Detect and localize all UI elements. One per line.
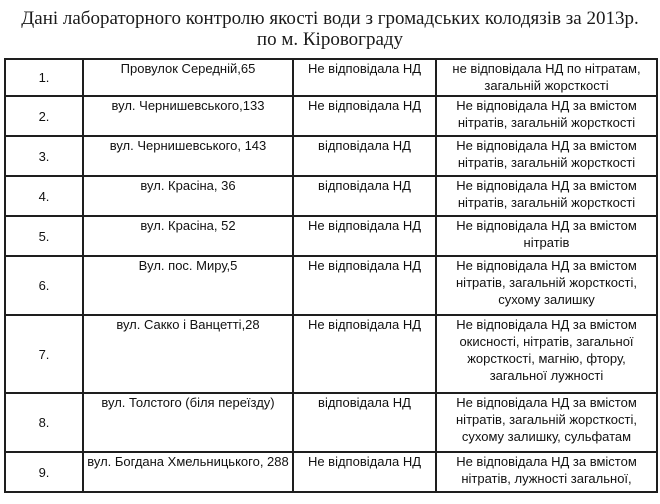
row-number: 9. [5, 452, 83, 492]
row-details: Не відповідала НД за вмістом нітратів, загальній жорсткості, сухому залишку [436, 256, 657, 315]
row-status: Не відповідала НД [293, 315, 436, 393]
table-row [5, 59, 657, 96]
row-address: вул. Толстого (біля переїзду) [83, 393, 293, 452]
table-row [5, 176, 657, 216]
row-details: Не відповідала НД за вмістом нітратів, загальній жорсткості [436, 96, 657, 136]
row-details: Не відповідала НД за вмістом нітратів, загальній жорсткості [436, 136, 657, 176]
row-details: Не відповідала НД за вмістом нітратів [436, 216, 657, 256]
row-number: 6. [5, 256, 83, 315]
row-status: Не відповідала НД [293, 452, 436, 492]
row-status: Не відповідала НД [293, 256, 436, 315]
table-row [5, 136, 657, 176]
row-status: Не відповідала НД [293, 216, 436, 256]
row-details: не відповідала НД по нітратам, загальній жорсткості [436, 59, 657, 96]
row-address: вул. Красіна, 52 [83, 216, 293, 256]
row-status: Не відповідала НД [293, 96, 436, 136]
row-address: Провулок Середній,65 [83, 59, 293, 96]
water-quality-table [4, 58, 658, 493]
row-address: вул. Чернишевського, 143 [83, 136, 293, 176]
row-status: відповідала НД [293, 136, 436, 176]
table-row [5, 256, 657, 315]
row-address: вул. Сакко і Ванцетті,28 [83, 315, 293, 393]
row-number: 7. [5, 315, 83, 393]
row-number: 1. [5, 59, 83, 96]
title-line-1: Дані лабораторного контролю якості води з громадських колодязів за 2013р. [21, 8, 639, 29]
row-number: 5. [5, 216, 83, 256]
row-status: Не відповідала НД [293, 59, 436, 96]
row-number: 3. [5, 136, 83, 176]
row-address: Вул. пос. Миру,5 [83, 256, 293, 315]
table-row [5, 216, 657, 256]
row-details: Не відповідала НД за вмістом нітратів, лужності загальної, [436, 452, 657, 492]
row-status: відповідала НД [293, 393, 436, 452]
row-number: 2. [5, 96, 83, 136]
row-address: вул. Богдана Хмельницького, 288 [83, 452, 293, 492]
row-details: Не відповідала НД за вмістом нітратів, загальній жорсткості, сухому залишку, сульфатам [436, 393, 657, 452]
row-address: вул. Красіна, 36 [83, 176, 293, 216]
table-row [5, 452, 657, 492]
row-status: відповідала НД [293, 176, 436, 216]
table-row [5, 96, 657, 136]
table-row [5, 315, 657, 393]
document-title [0, 8, 660, 50]
row-number: 8. [5, 393, 83, 452]
title-line-2: по м. Кіровограду [256, 29, 404, 50]
row-number: 4. [5, 176, 83, 216]
row-address: вул. Чернишевського,133 [83, 96, 293, 136]
row-details: Не відповідала НД за вмістом нітратів, загальній жорсткості [436, 176, 657, 216]
row-details: Не відповідала НД за вмістом окисності, нітратів, загальної жорсткості, магнію, фтору, загальної лужності [436, 315, 657, 393]
table-row [5, 393, 657, 452]
